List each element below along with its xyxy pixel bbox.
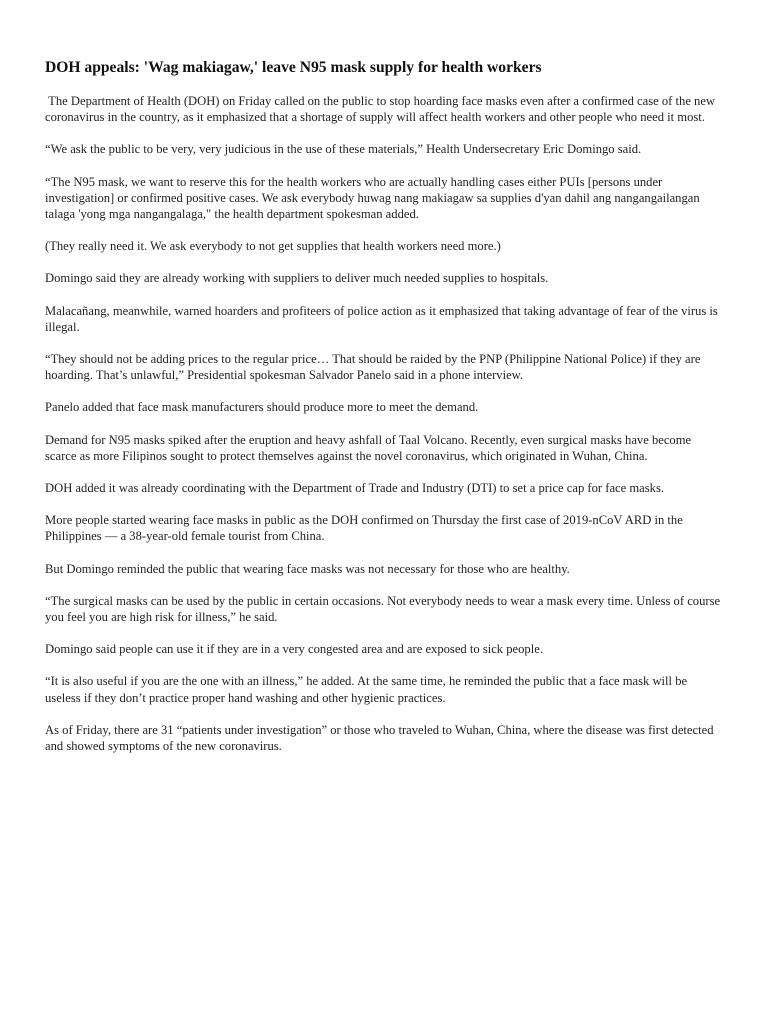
article-paragraph: But Domingo reminded the public that wearing face masks was not necessary for those who are healthy.: [45, 561, 570, 576]
article-title: DOH appeals: 'Wag makiagaw,' leave N95 mask supply for health workers: [45, 59, 542, 76]
article-paragraph: “The N95 mask, we want to reserve this for the health workers who are actually handling cases either PUIs [persons under investigation] or confirmed positive cases. We ask everybody huwag nang makiagaw sa supplies d'yan dahil ang nangangailangan talaga 'yong mga nangangalaga," the health department spokesman added.: [45, 174, 700, 222]
article-paragraph: “We ask the public to be very, very judicious in the use of these materials,” Health Undersecretary Eric Domingo said.: [45, 142, 642, 157]
article-paragraph: More people started wearing face masks in public as the DOH confirmed on Thursday the first case of 2019-nCoV ARD in the Philippines — a 38-year-old female tourist from China.: [45, 513, 683, 544]
article-paragraph: “They should not be adding prices to the regular price… That should be raided by the PNP (Philippine National Police) if they are hoarding. That’s unlawful,” Presidential spokesman Salvador Panelo said in a phone interview.: [45, 352, 701, 383]
article-page: [45, 58, 725, 770]
article-paragraph: Demand for N95 masks spiked after the eruption and heavy ashfall of Taal Volcano. Recently, even surgical masks have become scarce as more Filipinos sought to protect themselves against the novel coronavirus, which originated in Wuhan, China.: [45, 432, 692, 463]
article-paragraph: Domingo said people can use it if they are in a very congested area and are exposed to sick people.: [45, 642, 543, 657]
article-paragraph: (They really need it. We ask everybody to not get supplies that health workers need more.): [45, 239, 501, 254]
article-paragraph: Malacañang, meanwhile, warned hoarders and profiteers of police action as it emphasized that taking advantage of fear of the virus is illegal.: [45, 303, 718, 334]
article-paragraph: As of Friday, there are 31 “patients under investigation” or those who traveled to Wuhan, China, where the disease was first detected and showed symptoms of the new coronavirus.: [45, 722, 714, 754]
article-paragraph: DOH added it was already coordinating with the Department of Trade and Industry (DTI) to set a price cap for face masks.: [45, 481, 664, 496]
article-paragraph: Domingo said they are already working with suppliers to deliver much needed supplies to hospitals.: [45, 271, 549, 286]
article-paragraph: “The surgical masks can be used by the public in certain occasions. Not everybody needs to wear a mask every time. Unless of course you feel you are high risk for illness,” he said.: [45, 593, 721, 625]
article-paragraph: “It is also useful if you are the one with an illness,” he added. At the same time, he reminded the public that a face mask will be useless if they don’t practice proper hand washing and other hygienic practices.: [45, 674, 688, 705]
article-paragraph: Panelo added that face mask manufacturers should produce more to meet the demand.: [45, 400, 479, 415]
article-body: [45, 93, 725, 754]
article-paragraph: The Department of Health (DOH) on Friday called on the public to stop hoarding face masks even after a confirmed case of the new coronavirus in the country, as it emphasized that a shortage of supply will affect health workers and other people who need it most.: [45, 94, 719, 125]
